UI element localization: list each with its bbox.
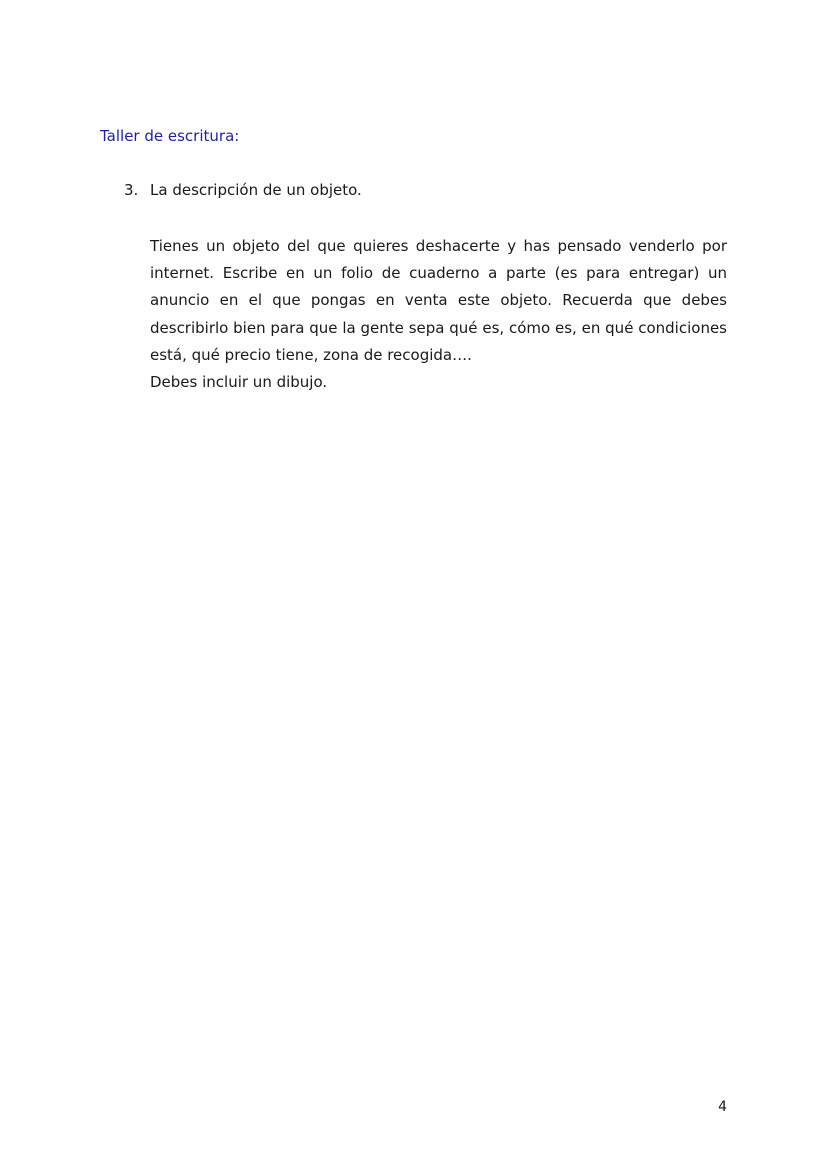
list-item-number: 3. bbox=[124, 181, 139, 199]
instructions-paragraph: Tienes un objeto del que quieres deshacerte y has pensado venderlo por internet. Escribe en un folio de cuaderno a parte (es para entregar) un anuncio en el que pongas en venta este objeto. Recuerda que debes describirlo bien para que la gente sepa qué es, cómo es, en qué condiciones está, qué precio tiene, zona de recogida…. bbox=[150, 237, 727, 364]
section-heading: Taller de escritura: bbox=[100, 127, 240, 145]
instructions-block bbox=[150, 233, 727, 396]
page-number: 4 bbox=[718, 1099, 727, 1115]
list-item-text: La descripción de un objeto. bbox=[150, 181, 362, 199]
numbered-list-item bbox=[124, 180, 362, 200]
drawing-requirement-line: Debes incluir un dibujo. bbox=[150, 373, 328, 392]
